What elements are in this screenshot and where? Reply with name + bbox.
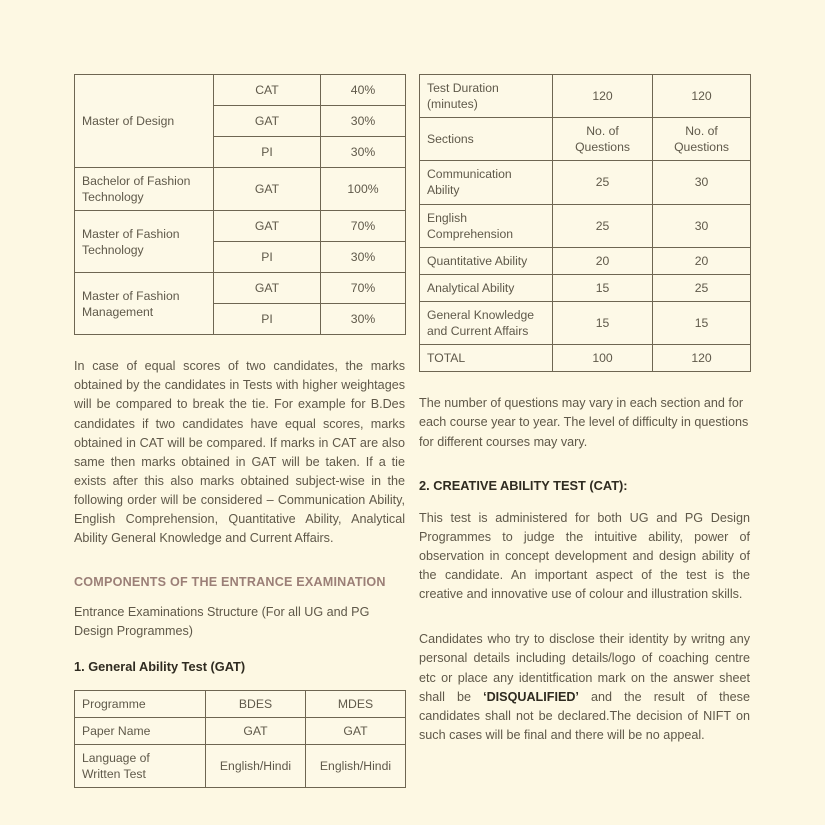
disqualification-text-part1: Candidates who try to disclose their identity by writng any personal details including details/logo of coaching centre etc or place any identitfication mark on the answer sheet shall be [419, 632, 750, 704]
row-label-cell: Programme [75, 690, 206, 717]
test-cell: PI [214, 242, 321, 273]
mdes-value-cell: 120 [653, 75, 751, 118]
weight-cell: 30% [321, 304, 406, 335]
exam-structure-table [419, 74, 751, 372]
table-row [420, 75, 751, 118]
weight-cell: 30% [321, 106, 406, 137]
bdes-value-cell: 25 [553, 204, 653, 247]
disqualification-text-part2: and the result of these candidates shall not be declared.The decision of NIFT on such cases will be final and there will be no appeal. [419, 689, 750, 743]
weight-cell: 100% [321, 168, 406, 211]
disqualified-emphasis: ‘DISQUALIFIED’ [483, 689, 579, 704]
bdes-value-cell: 15 [553, 274, 653, 301]
row-label-cell: Quantitative Ability [420, 247, 553, 274]
row-label-cell: Test Duration (minutes) [420, 75, 553, 118]
bdes-value-cell: 100 [553, 345, 653, 372]
weight-cell: 30% [321, 137, 406, 168]
bdes-value-cell: 25 [553, 161, 653, 204]
weight-cell: 70% [321, 273, 406, 304]
programme-cell: Master of Fashion Technology [75, 211, 214, 273]
mdes-cell: MDES [306, 690, 406, 717]
table-row [75, 273, 406, 304]
structure-intro: Entrance Examinations Structure (For all UG and PG Design Programmes) [74, 604, 370, 638]
table-row [75, 75, 406, 106]
row-label-cell: English Comprehension [420, 204, 553, 247]
table-row [420, 301, 751, 344]
mdes-cell: English/Hindi [306, 745, 406, 788]
mdes-value-cell: 15 [653, 301, 751, 344]
row-label-cell: Sections [420, 118, 553, 161]
table-row [420, 274, 751, 301]
mdes-cell: GAT [306, 717, 406, 744]
test-cell: PI [214, 304, 321, 335]
left-column [74, 74, 405, 788]
mdes-value-cell: 120 [653, 345, 751, 372]
weightage-table [74, 74, 406, 335]
bdes-cell: BDES [206, 690, 306, 717]
bdes-cell: English/Hindi [206, 745, 306, 788]
table-row [420, 247, 751, 274]
row-label-cell: Analytical Ability [420, 274, 553, 301]
gat-table [74, 690, 406, 788]
row-label-cell: TOTAL [420, 345, 553, 372]
components-heading: COMPONENTS OF THE ENTRANCE EXAMINATION [74, 574, 386, 589]
cat-heading: 2. CREATIVE ABILITY TEST (CAT): [419, 477, 628, 493]
tie-break-paragraph: In case of equal scores of two candidates, the marks obtained by the candidates in Tests with higher weightages will be compared to break the tie. For example for B.Des candidates if two candidates have equal scores, marks obtained in CAT will be compared. If marks in CAT are also same then marks obtained in GAT will be taken. If a tie exists after this also marks obtained subject-wise in the following order will be considered – Communication Ability, English Comprehension, Quantitative Ability, Analytical Ability General Knowledge and Current Affairs. [74, 359, 405, 546]
weight-cell: 30% [321, 242, 406, 273]
cat-paragraph: This test is administered for both UG and PG Design Programmes to judge the intuitive ability, power of observation in concept development and design ability of the candidate. An important aspect of the test is the creative and innovative use of colour and illustration skills. [419, 510, 750, 602]
mdes-value-cell: No. of Questions [653, 118, 751, 161]
right-column [419, 74, 750, 745]
row-label-cell: Communication Ability [420, 161, 553, 204]
table-row [75, 211, 406, 242]
table-row [75, 745, 406, 788]
programme-cell: Master of Design [75, 75, 214, 168]
row-label-cell: General Knowledge and Current Affairs [420, 301, 553, 344]
row-label-cell: Paper Name [75, 717, 206, 744]
table-row [75, 690, 406, 717]
weight-cell: 40% [321, 75, 406, 106]
table-row [75, 168, 406, 211]
mdes-value-cell: 30 [653, 161, 751, 204]
table-row [420, 118, 751, 161]
test-cell: GAT [214, 106, 321, 137]
programme-cell: Bachelor of Fashion Technology [75, 168, 214, 211]
gat-heading: 1. General Ability Test (GAT) [74, 658, 246, 674]
weight-cell: 70% [321, 211, 406, 242]
variation-paragraph: The number of questions may vary in each section and for each course year to year. The level of difficulty in questions for different courses may vary. [419, 396, 749, 449]
bdes-value-cell: 120 [553, 75, 653, 118]
table-row [420, 161, 751, 204]
table-row [75, 717, 406, 744]
test-cell: GAT [214, 273, 321, 304]
table-row [420, 204, 751, 247]
mdes-value-cell: 25 [653, 274, 751, 301]
bdes-value-cell: 20 [553, 247, 653, 274]
programme-cell: Master of Fashion Management [75, 273, 214, 335]
bdes-value-cell: 15 [553, 301, 653, 344]
test-cell: PI [214, 137, 321, 168]
test-cell: GAT [214, 168, 321, 211]
bdes-value-cell: No. of Questions [553, 118, 653, 161]
disqualification-paragraph [419, 630, 750, 745]
test-cell: CAT [214, 75, 321, 106]
bdes-cell: GAT [206, 717, 306, 744]
mdes-value-cell: 30 [653, 204, 751, 247]
row-label-cell: Language of Written Test [75, 745, 206, 788]
test-cell: GAT [214, 211, 321, 242]
table-row [420, 345, 751, 372]
mdes-value-cell: 20 [653, 247, 751, 274]
